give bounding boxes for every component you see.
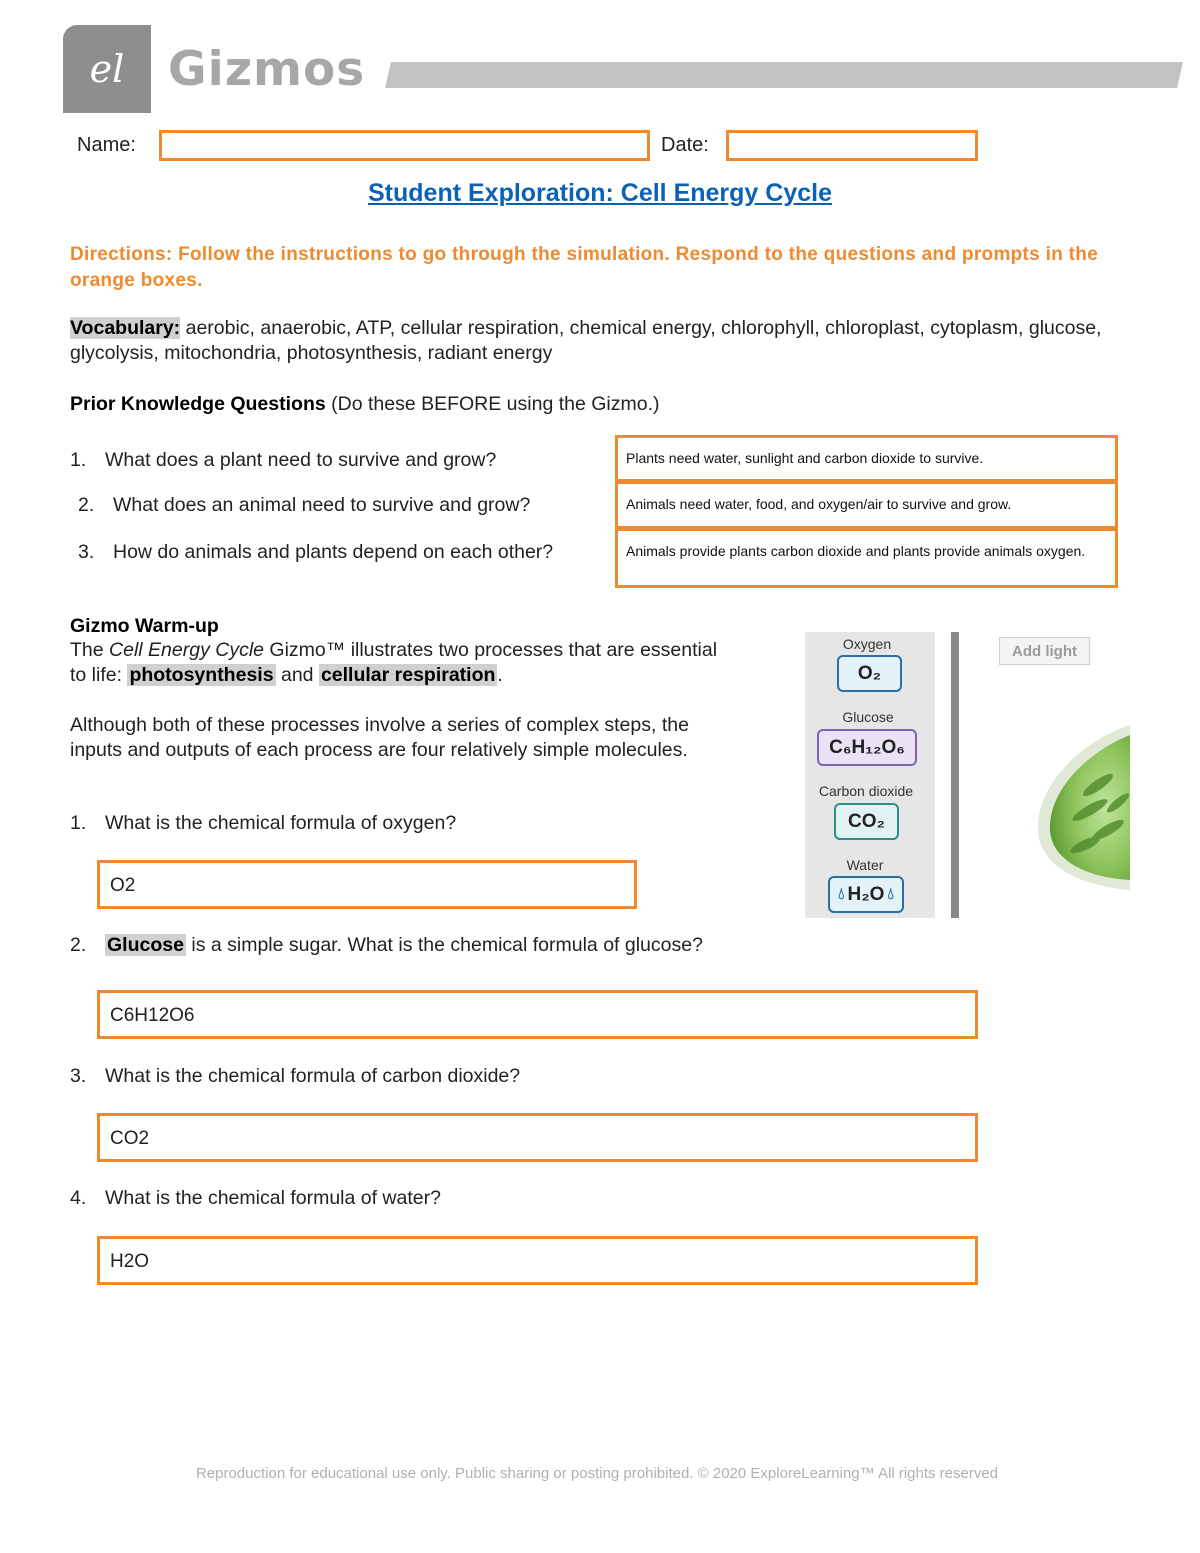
directions-text: Directions: Follow the instructions to go through the simulation. Respond to the questions and prompts in the orange boxes. <box>70 244 1099 291</box>
header-bar <box>385 62 1183 88</box>
question-text: is a simple sugar. What is the chemical formula of glucose? <box>185 934 703 956</box>
prior-answer-2[interactable]: Animals need water, food, and oxygen/air to survive and grow. <box>615 481 1118 529</box>
term-glucose: Glucose <box>107 934 184 956</box>
vocabulary-list: aerobic, anaerobic, ATP, cellular respiration, chemical energy, chlorophyll, chloroplast, cytoplasm, glucose, glycolysis, mitochondria, photosynthesis, radiant energy <box>70 317 1102 364</box>
question-number: 4. <box>70 1187 87 1209</box>
term-photosynthesis: photosynthesis <box>129 664 274 686</box>
question-text: How do animals and plants depend on each other? <box>113 541 554 563</box>
water-drop-icon: 💧︎ <box>838 885 845 903</box>
footer-copyright: Reproduction for educational use only. Public sharing or posting prohibited. © 2020 ExploreLearning™ All rights reserved <box>195 1465 999 1482</box>
prior-question-2 <box>78 494 530 517</box>
question-text: What does an animal need to survive and grow? <box>113 494 531 516</box>
question-text: What is the chemical formula of water? <box>105 1187 441 1209</box>
intro-text: and <box>275 664 319 686</box>
molecule-label-glucose: Glucose <box>842 709 894 725</box>
question-number: 1. <box>70 812 87 834</box>
warmup-paragraph: Although both of these processes involve a series of complex steps, the inputs and outputs of each process are four relatively simple molecules. <box>70 714 689 761</box>
chloroplast-icon <box>1030 725 1130 890</box>
name-label: Name: <box>77 134 136 156</box>
prior-question-3 <box>78 541 553 564</box>
prior-knowledge-note: (Do these BEFORE using the Gizmo.) <box>325 393 660 415</box>
date-label: Date: <box>661 134 709 156</box>
prior-knowledge-title: Prior Knowledge Questions <box>70 393 326 415</box>
prior-answer-3[interactable]: Animals provide plants carbon dioxide and plants provide animals oxygen. <box>615 528 1118 588</box>
question-number: 3. <box>70 1065 87 1087</box>
molecule-label-water: Water <box>846 857 884 873</box>
warmup-question-4 <box>70 1187 441 1210</box>
molecule-chip-water[interactable] <box>828 876 904 913</box>
answer-oxygen[interactable]: O2 <box>97 860 637 909</box>
answer-water[interactable]: H2O <box>97 1236 978 1285</box>
molecule-label-carbon-dioxide: Carbon dioxide <box>818 783 914 799</box>
question-number: 3. <box>78 541 95 563</box>
question-text: What is the chemical formula of oxygen? <box>105 812 457 834</box>
gizmos-logo-icon: el <box>63 25 151 113</box>
warmup-question-3 <box>70 1065 520 1088</box>
term-cellular-respiration: cellular respiration <box>320 664 496 686</box>
answer-carbon-dioxide[interactable]: CO2 <box>97 1113 978 1162</box>
answer-glucose[interactable]: C6H12O6 <box>97 990 978 1039</box>
molecule-chip-glucose[interactable]: C₆H₁₂O₆ <box>817 729 917 766</box>
prior-answer-1[interactable]: Plants need water, sunlight and carbon dioxide to survive. <box>615 435 1118 482</box>
intro-text: The <box>70 639 110 661</box>
panel-divider <box>951 632 959 918</box>
add-light-button[interactable]: Add light <box>999 637 1090 665</box>
prior-question-1 <box>70 449 496 472</box>
warmup-intro <box>70 638 730 688</box>
name-field[interactable] <box>159 130 650 161</box>
question-number: 2. <box>70 934 87 956</box>
intro-text: Gizmo™ illustrates two processes that are essential to life: <box>70 639 718 686</box>
date-field[interactable] <box>726 130 978 161</box>
vocabulary-section <box>70 316 1140 366</box>
molecule-chip-oxygen[interactable]: O₂ <box>837 655 902 692</box>
warmup-question-1 <box>70 812 456 835</box>
molecule-chip-carbon-dioxide[interactable]: CO₂ <box>834 803 899 840</box>
intro-text: . <box>497 664 503 686</box>
question-text: What is the chemical formula of carbon dioxide? <box>105 1065 521 1087</box>
question-number: 1. <box>70 449 87 471</box>
warmup-heading: Gizmo Warm-up <box>70 615 219 637</box>
question-number: 2. <box>78 494 95 516</box>
brand-name: Gizmos <box>168 42 366 97</box>
page-title: Student Exploration: Cell Energy Cycle <box>368 179 832 207</box>
water-drop-icon: 💧︎ <box>887 885 894 903</box>
warmup-question-2 <box>70 934 703 957</box>
question-text: What does a plant need to survive and grow? <box>105 449 497 471</box>
molecule-label-oxygen: Oxygen <box>842 636 892 652</box>
gizmo-name: Cell Energy Cycle <box>109 639 265 661</box>
water-formula: H₂O <box>847 883 885 905</box>
prior-knowledge-heading <box>70 392 660 417</box>
vocabulary-label: Vocabulary: <box>70 317 181 339</box>
